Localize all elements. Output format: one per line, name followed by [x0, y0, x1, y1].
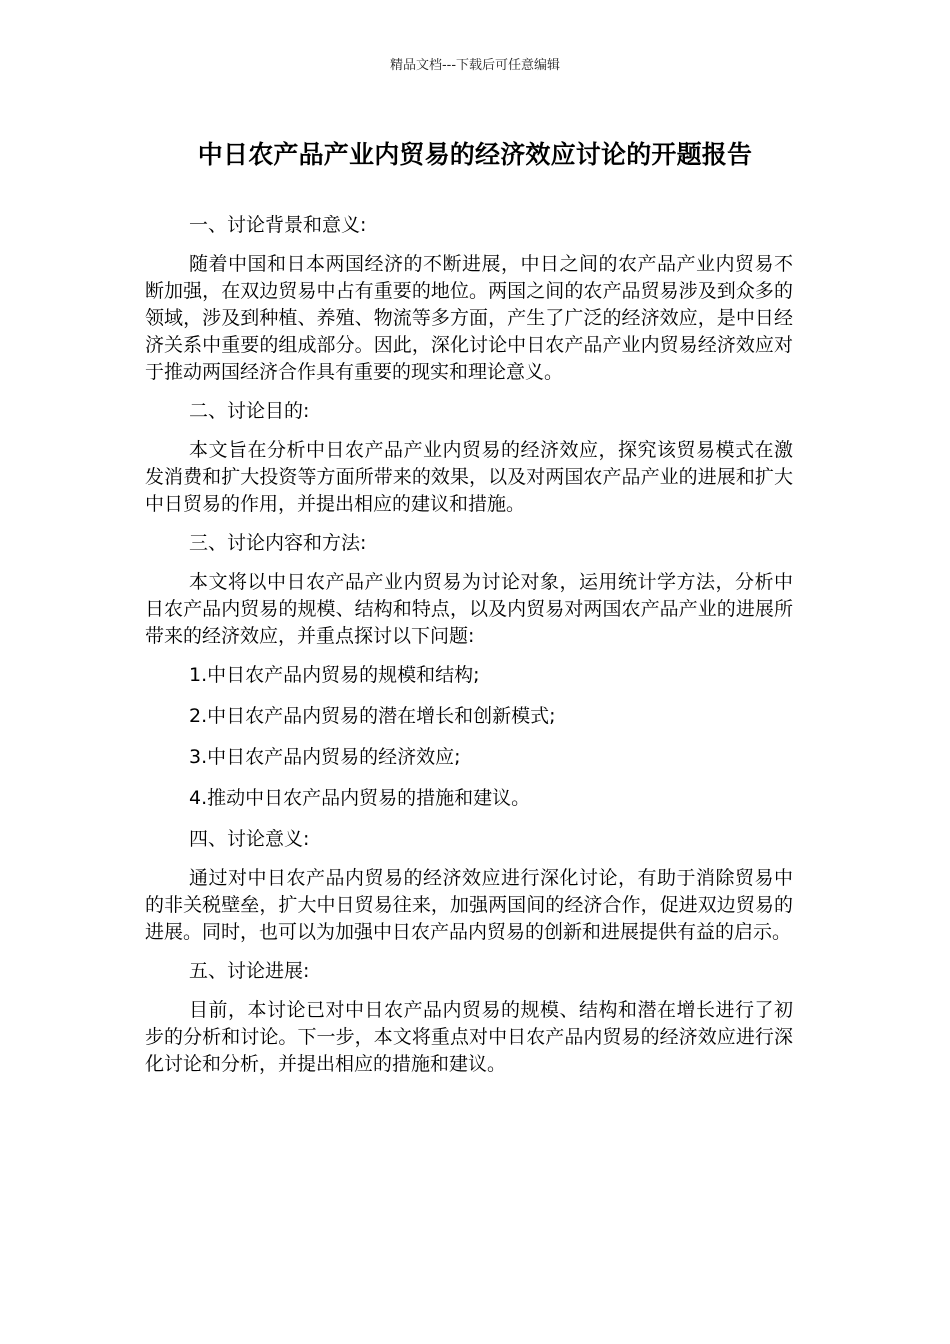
list-item: 1.中日农产品内贸易的规模和结构; [189, 664, 480, 686]
section-heading-significance: 四、讨论意义: [189, 828, 310, 850]
section-heading-progress: 五、讨论进展: [189, 960, 310, 982]
list-item: 3.中日农产品内贸易的经济效应; [189, 746, 461, 768]
section-heading-purpose: 二、讨论目的: [189, 400, 310, 422]
section-heading-background: 一、讨论背景和意义: [189, 214, 367, 236]
list-item: 2.中日农产品内贸易的潜在增长和创新模式; [189, 705, 556, 727]
section-text-significance: 通过对中日农产品内贸易的经济效应进行深化讨论，有助于消除贸易中的非关税壁垒，扩大中日贸易往来，加强两国间的经济合作，促进双边贸易的进展。同时，也可以为加强中日农产品内贸易的创新和进展提供有益的启示。 [145, 867, 793, 943]
list-item: 4.推动中日农产品内贸易的措施和建议。 [189, 787, 531, 809]
section-text-purpose: 本文旨在分析中日农产品产业内贸易的经济效应，探究该贸易模式在激发消费和扩大投资等方面所带来的效果，以及对两国农产品产业的进展和扩大中日贸易的作用，并提出相应的建议和措施。 [145, 439, 793, 515]
section-text-content: 本文将以中日农产品产业内贸易为讨论对象，运用统计学方法，分析中日农产品内贸易的规模、结构和特点，以及内贸易对两国农产品产业的进展所带来的经济效应，并重点探讨以下问题: [145, 571, 793, 647]
section-text-progress: 目前，本讨论已对中日农产品内贸易的规模、结构和潜在增长进行了初步的分析和讨论。下一步，本文将重点对中日农产品内贸易的经济效应进行深化讨论和分析，并提出相应的措施和建议。 [145, 999, 793, 1075]
section-heading-content: 三、讨论内容和方法: [189, 532, 367, 554]
document-body [145, 212, 793, 1090]
header-note: 精品文档---下载后可任意编辑 [389, 58, 561, 73]
document-title: 中日农产品产业内贸易的经济效应讨论的开题报告 [197, 140, 753, 169]
section-text-background: 随着中国和日本两国经济的不断进展，中日之间的农产品产业内贸易不断加强，在双边贸易中占有重要的地位。两国之间的农产品贸易涉及到众多的领域，涉及到种植、养殖、物流等多方面，产生了广泛的经济效应，是中日经济关系中重要的组成部分。因此，深化讨论中日农产品产业内贸易经济效应对于推动两国经济合作具有重要的现实和理论意义。 [145, 253, 793, 383]
